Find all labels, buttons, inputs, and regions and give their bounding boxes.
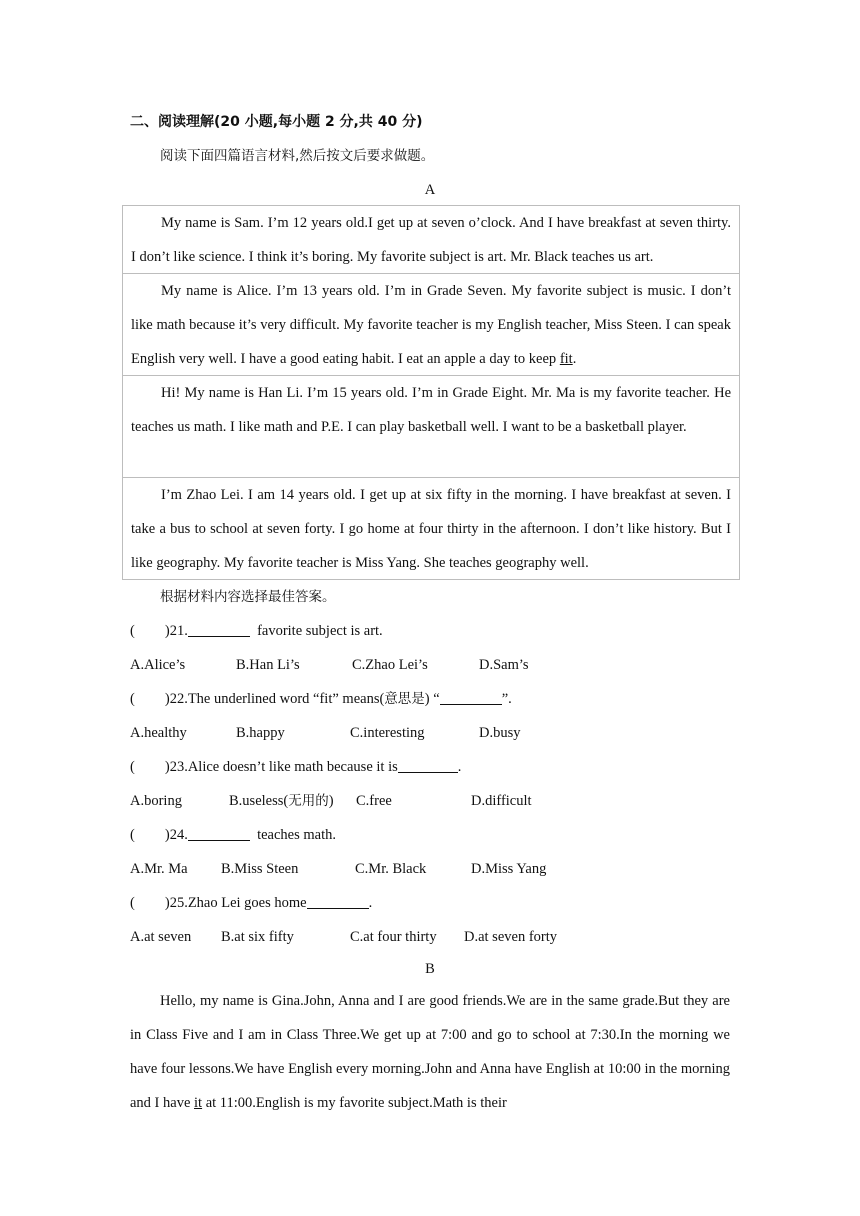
answer-blank xyxy=(398,758,458,773)
question-24: ( )24. teaches math. xyxy=(130,827,336,843)
option-d: D.at seven forty xyxy=(464,929,558,945)
option-a: A.at seven xyxy=(130,929,192,945)
passage-a-box-hanli xyxy=(123,376,739,478)
option-c: C.free xyxy=(356,793,392,809)
passage-a-table xyxy=(122,205,740,580)
option-c: C.Mr. Black xyxy=(355,861,427,877)
answer-blank xyxy=(188,826,250,841)
option-d: D.Sam’s xyxy=(479,657,529,673)
option-a: A.healthy xyxy=(130,725,187,741)
option-c: C.interesting xyxy=(350,725,425,741)
question-23: ( )23.Alice doesn’t like math because it is . xyxy=(130,759,462,775)
box-text: My name is Alice. I’m 13 years old. I’m in Grade Seven. My favorite subject is music. I don’t like math because it’s very difficult. My favorite teacher is my English teacher, Miss Steen. I can speak English very well. I have a good eating habit. I eat an apple a day to keep fit. xyxy=(131,283,731,367)
section-title: 二、阅读理解(20 小题,每小题 2 分,共 40 分) xyxy=(130,114,423,130)
box-text: My name is Sam. I’m 12 years old.I get up at seven o’clock. And I have breakfast at seven thirty. I don’t like science. I think it’s boring. My favorite subject is art. Mr. Black teaches us art. xyxy=(131,215,731,265)
instruction-text: 阅读下面四篇语言材料,然后按文后要求做题。 xyxy=(160,148,435,164)
answer-blank xyxy=(307,894,369,909)
option-a: A.Mr. Ma xyxy=(130,861,188,877)
question-22: ( )22.The underlined word “fit” means(意思是) “ ”. xyxy=(130,691,512,707)
option-a: A.boring xyxy=(130,793,182,809)
option-c: C.at four thirty xyxy=(350,929,437,945)
option-d: D.Miss Yang xyxy=(471,861,547,877)
underlined-word: fit xyxy=(559,351,573,367)
question-instruction: 根据材料内容选择最佳答案。 xyxy=(160,589,336,605)
option-b: B.Miss Steen xyxy=(221,861,299,877)
option-d: D.difficult xyxy=(471,793,532,809)
option-b: B.Han Li’s xyxy=(236,657,300,673)
passage-a-box-zhaolei xyxy=(123,478,739,579)
passage-a-label: A xyxy=(424,182,436,198)
option-b: B.happy xyxy=(236,725,285,741)
answer-blank xyxy=(440,690,502,705)
question-21: ( )21. favorite subject is art. xyxy=(130,623,383,639)
passage-a-box-alice xyxy=(123,274,739,376)
underlined-word: it xyxy=(194,1095,203,1111)
passage-b-text: Hello, my name is Gina.John, Anna and I are good friends.We are in the same grade.But they are in Class Five and I am in Class Three.We get up at 7:00 and go to school at 7:30.In the morning we have four lessons.We have English every morning.John and Anna have English at 10:00 in the morning and I have it at 11:00.English is my favorite subject.Math is their xyxy=(130,993,730,1111)
question-25: ( )25.Zhao Lei goes home . xyxy=(130,895,373,911)
passage-a-box-sam xyxy=(123,206,739,274)
option-b: B.at six fifty xyxy=(221,929,294,945)
box-text: Hi! My name is Han Li. I’m 15 years old. I’m in Grade Eight. Mr. Ma is my favorite teacher. He teaches us math. I like math and P.E. I can play basketball well. I want to be a basketball player. xyxy=(131,385,731,435)
answer-blank xyxy=(188,622,250,637)
option-a: A.Alice’s xyxy=(130,657,186,673)
passage-b-label: B xyxy=(425,961,435,977)
box-text: I’m Zhao Lei. I am 14 years old. I get up at six fifty in the morning. I have breakfast at seven. I take a bus to school at seven forty. I go home at four thirty in the afternoon. I don’t like history. But I like geography. My favorite teacher is Miss Yang. She teaches geography well. xyxy=(131,487,731,571)
option-b: B.useless(无用的) xyxy=(229,793,334,809)
option-c: C.Zhao Lei’s xyxy=(352,657,428,673)
option-d: D.busy xyxy=(479,725,521,741)
